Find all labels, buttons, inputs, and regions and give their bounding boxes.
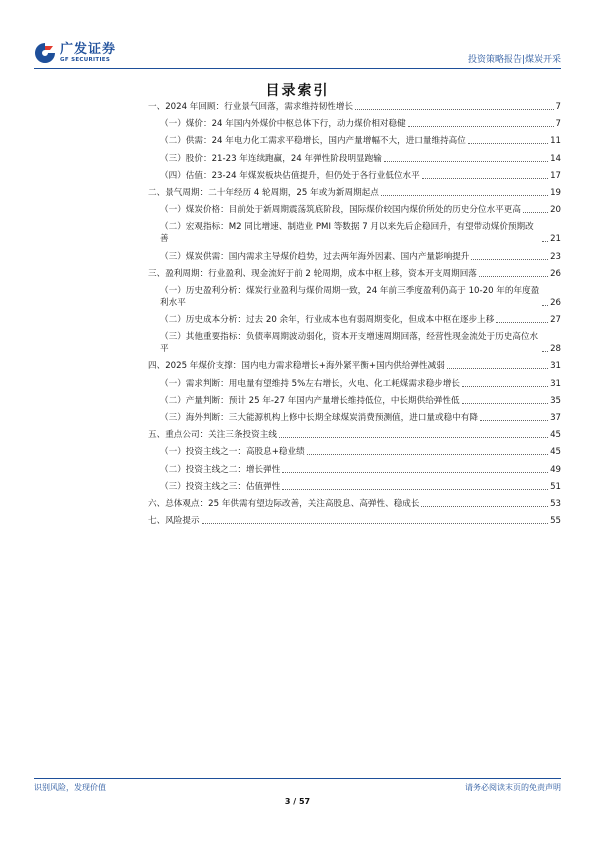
footer-divider [34, 778, 561, 779]
toc-page-number: 45 [550, 430, 561, 441]
toc-section[interactable] [148, 429, 561, 441]
toc-entry-text: （二）宏观指标：M2 同比增速、制造业 PMI 等数据 7 月以来先后企稳回升，有望带动煤价预期改善 [160, 222, 534, 245]
toc-page-number: 31 [550, 361, 561, 372]
toc-page-number: 28 [550, 344, 561, 355]
toc-dot-leader [462, 386, 548, 387]
toc-dot-leader [496, 322, 548, 323]
toc-page-number: 17 [550, 170, 561, 181]
toc-subsection[interactable] [148, 412, 561, 424]
toc-dot-leader [279, 437, 548, 438]
page-header [34, 40, 561, 66]
toc-entry-text: （二）历史成本分析：过去 20 余年，行业成本也有弱周期变化，但成本中枢在逐步上移 [160, 315, 495, 326]
toc-entry-text: 四、2025 年煤价支撑：国内电力需求稳增长+海外紧平衡+国内供给弹性减弱 [148, 361, 445, 372]
toc-subsection[interactable] [148, 395, 561, 407]
toc-entry-text: （三）投资主线之三：估值弹性 [160, 481, 281, 492]
toc-page-number: 37 [550, 413, 561, 423]
header-divider [34, 68, 561, 69]
toc-dot-leader [471, 259, 548, 260]
toc-page-number: 19 [550, 187, 561, 198]
toc-subsection[interactable] [148, 170, 561, 182]
toc-page-number: 11 [550, 136, 561, 147]
toc-page-number: 7 [555, 102, 561, 112]
toc-subsection[interactable] [148, 118, 561, 130]
toc-page-number: 49 [550, 464, 561, 475]
toc-entry-text: （三）煤炭供需：国内需求主导煤价趋势，过去两年海外因素、国内产量影响提升 [160, 251, 470, 262]
toc-page-number: 26 [550, 268, 561, 279]
toc-entry-text: （一）煤炭价格：目前处于新周期震荡筑底阶段，国际煤价较国内煤价所处的历史分位水平更高 [160, 205, 521, 216]
toc-page-number: 27 [550, 315, 561, 326]
toc-dot-leader [384, 161, 548, 162]
toc-dot-leader [479, 276, 548, 277]
toc-dot-leader [202, 523, 548, 524]
toc-page-number: 51 [550, 481, 561, 492]
toc-entry-text: （二）供需：24 年电力化工需求平稳增长，国内产量增幅不大，进口量维持高位 [160, 136, 466, 147]
toc-section[interactable] [148, 187, 561, 199]
toc-dot-leader [480, 420, 548, 421]
toc-entry-text: 一、2024 年回顾：行业景气回落，需求维持韧性增长 [148, 102, 354, 112]
toc-entry-text: （四）估值：23-24 年煤炭板块估值提升，但仍处于各行业低位水平 [160, 170, 420, 181]
gf-logo-icon [34, 42, 56, 64]
toc-entry-text: （三）海外判断：三大能源机构上修中长期全球煤炭消费预测值，进口量或稳中有降 [160, 413, 478, 423]
toc-page-number: 26 [550, 297, 561, 308]
toc-entry-text: （三）其他重要指标：负债率周期波动弱化，资本开支增速周期回落，经营性现金流处于历史高位水平 [160, 332, 539, 355]
toc-title: 目录索引 [265, 83, 330, 99]
toc-page-number: 20 [550, 205, 561, 216]
toc-subsection[interactable] [148, 446, 561, 458]
toc-dot-leader [421, 506, 548, 507]
toc-page-number: 35 [550, 395, 561, 406]
toc-dot-leader [542, 351, 548, 352]
toc-entry-text: 三、盈利周期：行业盈利、现金流好于前 2 轮周期，成本中枢上移，资本开支周期回落 [148, 268, 477, 279]
toc-dot-leader [462, 403, 548, 404]
toc-subsection[interactable] [148, 464, 561, 476]
toc-page-number: 53 [550, 498, 561, 509]
toc-page-number: 7 [555, 119, 561, 130]
page-number: 3 / 57 [284, 797, 311, 806]
company-logo [34, 40, 116, 66]
footer-disclaimer: 请务必阅读末页的免责声明 [465, 783, 561, 792]
toc-dot-leader [282, 472, 548, 473]
toc-subsection[interactable] [148, 135, 561, 147]
toc-dot-leader [307, 454, 548, 455]
toc-page-number: 21 [550, 234, 561, 245]
toc-page-number: 23 [550, 251, 561, 262]
toc-dot-leader [542, 241, 548, 242]
toc-dot-leader [447, 368, 548, 369]
toc-entry-text: （一）历史盈利分析：煤炭行业盈利与煤价周期一致，24 年前三季度盈利仍高于 10-20 年的年度盈利水平 [160, 285, 540, 308]
toc-dot-leader [422, 178, 548, 179]
toc-dot-leader [282, 489, 548, 490]
toc-entry-text: 二、景气周期：二十年经历 4 轮周期，25 年或为新周期起点 [148, 187, 379, 198]
toc-dot-leader [408, 126, 554, 127]
toc-subsection[interactable] [148, 331, 561, 355]
toc-subsection[interactable] [148, 153, 561, 165]
toc-dot-leader [355, 109, 553, 110]
toc-subsection[interactable] [148, 251, 561, 263]
toc-entry-text: （二）产量判断：预计 25 年-27 年国内产量增长维持低位，中长期供给弹性低 [160, 395, 460, 406]
toc-entry-text: 六、总体观点：25 年供需有望边际改善，关注高股息、高弹性、稳成长 [148, 498, 420, 509]
toc-subsection[interactable] [148, 285, 561, 309]
logo-english-name: GF SECURITIES [60, 56, 111, 63]
toc-entry-text: （二）投资主线之二：增长弹性 [160, 464, 281, 475]
table-of-contents [148, 101, 561, 532]
logo-chinese-name: 广发证券 [60, 41, 117, 57]
toc-section[interactable] [148, 268, 561, 280]
toc-section[interactable] [148, 515, 561, 527]
toc-section[interactable] [148, 360, 561, 372]
toc-page-number: 45 [550, 447, 561, 458]
toc-entry-text: （一）煤价：24 年国内外煤价中枢总体下行，动力煤价相对稳健 [160, 119, 406, 130]
toc-section[interactable] [148, 498, 561, 510]
toc-section[interactable] [148, 101, 561, 113]
toc-dot-leader [542, 305, 548, 306]
report-type: 投资策略报告|煤炭开采 [467, 55, 561, 65]
toc-subsection[interactable] [148, 378, 561, 390]
toc-page-number: 14 [550, 153, 561, 164]
toc-entry-text: 七、风险提示 [148, 516, 200, 527]
toc-page-number: 55 [550, 516, 561, 527]
footer-slogan: 识别风险，发现价值 [34, 783, 106, 792]
toc-entry-text: （三）股价：21-23 年连续跑赢，24 年弹性阶段明显跑输 [160, 153, 382, 164]
toc-entry-text: 五、重点公司：关注三条投资主线 [148, 430, 277, 441]
toc-entry-text: （一）需求判断：用电量有望维持 5%左右增长，火电、化工耗煤需求稳步增长 [160, 378, 460, 389]
toc-subsection[interactable] [148, 204, 561, 216]
toc-subsection[interactable] [148, 314, 561, 326]
toc-page-number: 31 [550, 378, 561, 389]
toc-entry-text: （一）投资主线之一：高股息+稳业绩 [160, 447, 305, 458]
toc-subsection[interactable] [148, 221, 561, 245]
toc-dot-leader [381, 195, 548, 196]
toc-dot-leader [468, 143, 548, 144]
toc-dot-leader [523, 212, 548, 213]
toc-subsection[interactable] [148, 481, 561, 493]
